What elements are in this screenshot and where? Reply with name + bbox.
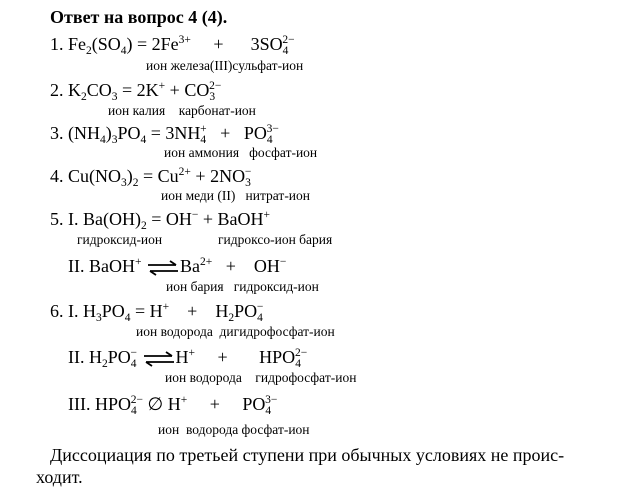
equation-3: 3. $(NH_4)_3PO_4 = 3NH_4^+ + PO_4^{3-}$ [50, 123, 279, 146]
label-5-2: ион бария гидроксид-ион [166, 279, 319, 294]
label-1: ион железа(III)сульфат-ион [146, 58, 304, 73]
equilibrium-arrows-icon [146, 260, 180, 276]
equation-6-2: II. $H_2PO_4^-$ H+ + $HPO_4^{2-}$ [68, 347, 308, 370]
label-4: ион меди (II) нитрат-ион [161, 188, 311, 203]
conclusion-paragraph-line-1: Диссоциация по третьей ступени при обычных условиях не проис- [50, 445, 565, 465]
no-dissociation-symbol: ∅ [147, 394, 164, 414]
equation-6-1: 6. I. $H_3PO_4 = H^+$ + $H_2PO_4^-$ [50, 301, 264, 324]
label-5-1-left: гидроксид-ион [77, 232, 163, 247]
equation-5-1: 5. I. $Ba(OH)_2 = OH^-$ + BaOH+ [50, 209, 271, 232]
label-6-1: ион водорода дигидрофосфат-ион [136, 324, 335, 339]
label-6-2: ион водорода гидрофосфат-ион [165, 370, 357, 385]
label-3: ион аммония фосфат-ион [164, 145, 318, 160]
conclusion-paragraph-line-2: ходит. [36, 467, 83, 487]
equation-1: 1. $Fe_2(SO_4) = 2Fe^{3+}$ + $3SO_4^{2-}$ [50, 34, 295, 57]
equation-5-2: II. BaOH+ $Ba^{2+}$ + OH− [68, 256, 287, 276]
label-2: ион калия карбонат-ион [108, 103, 256, 118]
label-5-1-right: гидроксо-ион бария [218, 232, 333, 247]
label-6-3: ион водорода фосфат-ион [158, 422, 310, 437]
equation-2: 2. $K_2CO_3 = 2K^+ + CO_3^{2-}$ [50, 80, 222, 103]
equilibrium-arrows-icon [142, 351, 176, 367]
equation-4: 4. $Cu(NO_3)_2 = Cu^{2+} + 2NO_3^-$ [50, 166, 252, 189]
page-title: Ответ на вопрос 4 (4). [50, 7, 228, 27]
equation-6-3: III. $HPO_4^{2-}$ ∅ H+ + $PO_4^{3-}$ [68, 394, 278, 417]
